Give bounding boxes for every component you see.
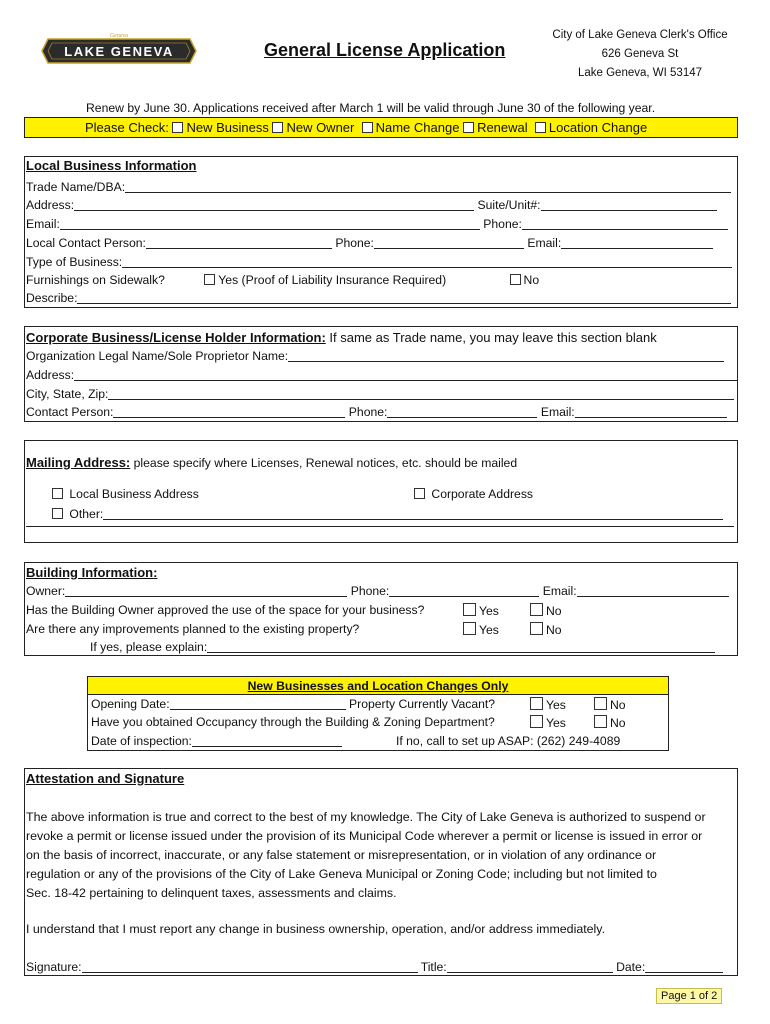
owner-phone-field[interactable] [389,585,539,597]
trade-name-row [26,180,731,194]
furnishings-row [26,273,539,287]
phone-field[interactable] [522,218,728,230]
improvements-yes-checkbox[interactable] [463,622,476,635]
mailing-heading: Mailing Address: [26,455,131,470]
improvements-question: Are there any improvements planned to the existing property? [26,622,360,636]
vacant-yes [530,697,566,712]
option-new-business: New Business [186,120,269,135]
owner-email-field[interactable] [577,585,729,597]
improvements-no-checkbox[interactable] [530,622,543,635]
corp-email-label: Email: [540,405,575,419]
attestation-line-4: regulation or any of the provisions of the City of Lake Geneva Municipal or Zoning Code; including but not limited to [26,867,657,881]
checkbox-renewal[interactable] [463,122,474,133]
approved-row [26,603,424,617]
option-name-change: Name Change [375,120,460,135]
corp-phone-field[interactable] [387,406,537,418]
type-label: Type of Business: [26,255,123,269]
approved-no-label: No [546,604,562,618]
corporate-heading: Corporate Business/License Holder Information: [26,330,326,345]
call-notice: If no, call to set up ASAP: (262) 249-4089 [396,734,621,748]
approved-no-checkbox[interactable] [530,603,543,616]
org-field[interactable] [288,350,724,362]
owner-email-label: Email: [542,584,577,598]
corp-contact-row [26,405,727,419]
mailing-local-option [52,487,199,501]
owner-phone-label: Phone: [350,584,390,598]
email-field[interactable] [60,218,480,230]
furnishings-yes-label: Yes (Proof of Liability Insurance Required) [218,273,447,287]
city-label: City, State, Zip: [26,387,109,401]
signature-label: Signature: [26,960,82,974]
mailing-other-label: Other: [69,507,104,521]
attestation-line-1: The above information is true and correct to the best of my knowledge. The City of Lake Geneva is authorized to suspend or [26,810,706,824]
trade-name-field[interactable] [125,181,731,193]
trade-name-label: Trade Name/DBA: [26,180,126,194]
title-label: Title: [420,960,447,974]
opening-label: Opening Date: [91,697,170,711]
contact-label: Local Contact Person: [26,236,146,250]
email-label: Email: [26,217,60,231]
attestation-line-3: on the basis of incorrect, inaccurate, or any false statement or misrepresentation, or in violation of any ordinance or [26,848,657,862]
occupancy-label: Have you obtained Occupancy through the Building & Zoning Department? [91,715,495,729]
checkbox-new-owner[interactable] [272,122,283,133]
date-label: Date: [616,960,646,974]
mailing-other-field[interactable] [103,508,723,520]
new-business-heading: New Businesses and Location Changes Only [247,679,509,693]
occupancy-row [91,715,495,729]
contact-phone-label: Phone: [335,236,374,250]
inspection-row [91,734,342,748]
mailing-heading-row [26,455,517,470]
please-check-bar [24,117,738,138]
improvements-yes-label: Yes [479,623,499,637]
contact-email-label: Email: [527,236,562,250]
page-indicator: Page 1 of 2 [656,988,722,1004]
address-label: Address: [26,198,75,212]
address-field[interactable] [74,199,474,211]
org-row [26,349,724,363]
improvements-yes [463,622,499,637]
phone-label: Phone: [483,217,522,231]
mailing-note: please specify where Licenses, Renewal notices, etc. should be mailed [130,456,518,470]
corp-address-label: Address: [26,368,75,382]
building-heading: Building Information: [26,565,158,580]
improvements-row [26,622,359,636]
corp-contact-field[interactable] [113,406,345,418]
city-field[interactable] [108,388,734,400]
date-field[interactable] [645,961,723,973]
occupancy-yes [530,715,566,730]
corp-address-field[interactable] [74,369,738,381]
approved-question: Has the Building Owner approved the use of the space for your business? [26,603,425,617]
type-row [26,255,732,269]
mailing-corporate-checkbox[interactable] [414,488,425,499]
corp-address-row [26,368,738,382]
contact-phone-field[interactable] [374,237,524,249]
mailing-local-label: Local Business Address [69,487,199,501]
occupancy-yes-checkbox[interactable] [530,715,543,728]
signature-field[interactable] [82,961,418,973]
renew-notice: Renew by June 30. Applications received after March 1 will be valid through June 30 of the following year. [86,101,656,115]
attestation-line-2: revoke a permit or license issued under the provision of its Municipal Code wherever a permit or license is issued in error or [26,829,703,843]
office-address [540,26,740,83]
furnishings-no-checkbox[interactable] [510,274,521,285]
attestation-heading: Attestation and Signature [26,771,185,786]
logo-script: Geneva [109,33,129,39]
mailing-corporate-option [414,487,533,501]
explain-row [90,640,715,654]
attestation-report-notice: I understand that I must report any change in business ownership, operation, and/or address immediately. [26,922,606,936]
explain-field[interactable] [207,641,715,653]
mailing-corporate-label: Corporate Address [431,487,534,501]
vacant-no [594,697,626,712]
furnishings-no-label: No [523,273,540,287]
page-title: General License Application [264,40,506,60]
signature-row [26,960,723,974]
mailing-other-option [52,507,723,521]
improvements-no [530,622,562,637]
option-location-change: Location Change [548,120,648,135]
option-new-owner: New Owner [286,120,355,135]
checkbox-name-change[interactable] [362,122,373,133]
inspection-label: Date of inspection: [91,734,192,748]
email-row [26,217,728,231]
owner-label: Owner: [26,584,66,598]
vacant-label: Property Currently Vacant? [349,697,496,711]
inspection-field[interactable] [192,735,342,747]
occupancy-no [594,715,626,730]
vacant-yes-checkbox[interactable] [530,697,543,710]
contact-row [26,236,713,250]
checkbox-location-change[interactable] [535,122,546,133]
title-field[interactable] [447,961,613,973]
attestation-line-5: Sec. 18-42 pertaining to delinquent taxes, assessments and claims. [26,886,397,900]
lake-geneva-logo [40,31,198,71]
approved-no [530,603,562,618]
approved-yes [463,603,499,618]
improvements-no-label: No [546,623,562,637]
corp-contact-label: Contact Person: [26,405,114,419]
attestation-paragraph [26,808,736,903]
owner-row [26,584,729,598]
opening-field[interactable] [170,698,346,710]
mailing-other-checkbox[interactable] [52,508,63,519]
org-label: Organization Legal Name/Sole Proprietor Name: [26,349,289,363]
address-row [26,198,717,212]
office-line-3: Lake Geneva, WI 53147 [577,67,703,79]
contact-email-field[interactable] [561,237,713,249]
suite-field[interactable] [541,199,717,211]
vacant-no-label: No [610,698,626,712]
office-line-1: City of Lake Geneva Clerk's Office [552,29,728,41]
owner-field[interactable] [65,585,347,597]
vacant-no-checkbox[interactable] [594,697,607,710]
office-line-2: 626 Geneva St [601,48,679,60]
vacant-yes-label: Yes [546,698,566,712]
occupancy-no-checkbox[interactable] [594,715,607,728]
local-heading: Local Business Information [26,158,197,173]
approved-yes-checkbox[interactable] [463,603,476,616]
option-renewal: Renewal [477,120,528,135]
type-field[interactable] [122,256,732,268]
describe-field[interactable] [77,292,731,304]
contact-field[interactable] [146,237,332,249]
suite-label: Suite/Unit#: [477,198,541,212]
furnishings-label: Furnishings on Sidewalk? [26,273,165,287]
corporate-note: If same as Trade name, you may leave this section blank [325,330,657,345]
corp-email-field[interactable] [575,406,727,418]
occupancy-yes-label: Yes [546,716,566,730]
logo-text: LAKE GENEVA [64,44,174,59]
approved-yes-label: Yes [479,604,499,618]
city-row [26,387,734,401]
mailing-extra-line[interactable] [26,526,734,527]
describe-label: Describe: [26,291,78,305]
checkbox-new-business[interactable] [172,122,183,133]
occupancy-no-label: No [610,716,626,730]
please-check-label: Please Check: [85,120,169,135]
describe-row [26,291,731,305]
corporate-heading-row [26,330,657,345]
explain-label: If yes, please explain: [90,640,208,654]
furnishings-yes-checkbox[interactable] [204,274,215,285]
opening-row [91,697,495,711]
mailing-local-checkbox[interactable] [52,488,63,499]
corp-phone-label: Phone: [348,405,388,419]
